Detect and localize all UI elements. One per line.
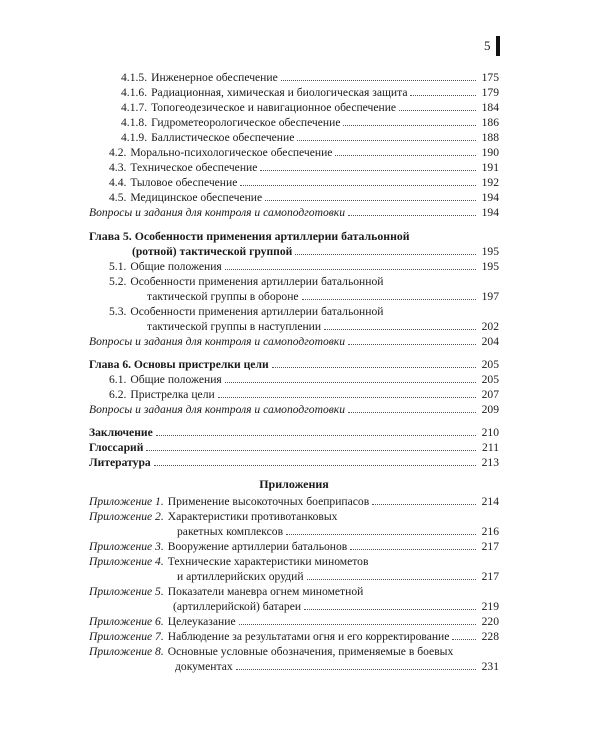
toc-entry-title: Характеристики противотанковых (167, 510, 338, 523)
toc-entry-title: Глоссарий (89, 441, 144, 454)
toc-entry-title-cont: документах (175, 660, 233, 673)
toc-entry-appendix-1[interactable] (89, 494, 499, 509)
leader-dots (297, 140, 476, 141)
spacer (89, 417, 499, 425)
leader-dots (272, 367, 476, 368)
toc-entry-page: 192 (481, 176, 499, 189)
toc-entry-number: 4.5. (109, 191, 127, 204)
toc-entry-title: Вопросы и задания для контроля и самоподготовки (89, 403, 346, 416)
toc-entry-page: 194 (481, 191, 499, 204)
toc-entry-title: Медицинское обеспечение (130, 191, 263, 204)
toc-entry-title: Заключение (89, 426, 153, 439)
leader-dots (372, 504, 476, 505)
toc-entry-page: 217 (481, 570, 499, 583)
leader-dots (260, 170, 476, 171)
toc-entry-page: 191 (481, 161, 499, 174)
leader-dots (324, 329, 476, 330)
toc-entry-appendix-3[interactable] (89, 539, 499, 554)
toc-entry-appendix-8-line1[interactable] (89, 644, 499, 659)
leader-dots (335, 155, 476, 156)
toc-entry-4-3[interactable] (89, 160, 499, 175)
toc-entry-title-cont: тактической группы в наступлении (147, 320, 322, 333)
toc-entry-title: Инженерное обеспечение (151, 71, 278, 84)
leader-dots (302, 299, 476, 300)
table-of-contents (89, 70, 499, 674)
leader-dots (350, 549, 476, 550)
appendix-label: Приложение 4. (89, 555, 164, 568)
toc-entry-5-2[interactable] (89, 289, 499, 304)
toc-entry-6-1[interactable] (89, 372, 499, 387)
leader-dots (239, 624, 476, 625)
toc-entry-appendix-7[interactable] (89, 629, 499, 644)
toc-entry-4-1-6[interactable] (89, 85, 499, 100)
leader-dots (240, 185, 476, 186)
toc-entry-title: Общие положения (130, 260, 222, 273)
toc-entry-chapter-5[interactable] (89, 244, 499, 259)
leader-dots (410, 95, 476, 96)
toc-entry-title: Пристрелка цели (130, 388, 215, 401)
toc-entry-page: 179 (481, 86, 499, 99)
toc-entry-appendix-4[interactable] (89, 569, 499, 584)
toc-entry-page: 204 (481, 335, 499, 348)
toc-entry-title: Вопросы и задания для контроля и самоподготовки (89, 206, 346, 219)
leader-dots (452, 639, 476, 640)
toc-entry-title: (ротной) тактической группой (132, 245, 293, 258)
leader-dots (281, 80, 476, 81)
leader-dots (399, 110, 476, 111)
toc-entry-page: 231 (481, 660, 499, 673)
toc-entry-page: 214 (481, 495, 499, 508)
toc-entry-number: 4.1.6. (121, 86, 148, 99)
page-number: 5 (484, 38, 491, 53)
toc-entry-number: 4.3. (109, 161, 127, 174)
spacer (89, 220, 499, 228)
appendix-label: Приложение 5. (89, 585, 164, 598)
toc-entry-number: 4.4. (109, 176, 127, 189)
chapter-5-heading[interactable]: Глава 5. Особенности применения артиллерии батальонной (89, 229, 410, 243)
leader-dots (304, 609, 476, 610)
toc-entry-appendix-8[interactable] (89, 659, 499, 674)
leader-dots (348, 344, 476, 345)
toc-entry-title: Глава 6. Основы пристрелки цели (89, 358, 269, 371)
appendix-label: Приложение 8. (89, 645, 164, 658)
toc-entry-questions-4[interactable] (89, 205, 499, 220)
toc-entry-number: 6.1. (109, 373, 127, 386)
spacer (89, 349, 499, 357)
page-number-bar (496, 36, 500, 56)
toc-entry-title: Целеуказание (167, 615, 236, 628)
toc-entry-5-3[interactable] (89, 319, 499, 334)
toc-entry-number: 6.2. (109, 388, 127, 401)
toc-entry-literature[interactable] (89, 455, 499, 470)
toc-entry-conclusion[interactable] (89, 425, 499, 440)
toc-entry-title: Технические характеристики минометов (167, 555, 369, 568)
toc-entry-4-2[interactable] (89, 145, 499, 160)
toc-entry-4-1-5[interactable] (89, 70, 499, 85)
toc-entry-title-cont: и артиллерийских орудий (177, 570, 304, 583)
leader-dots (225, 382, 476, 383)
toc-entry-title: Вооружение артиллерии батальонов (167, 540, 348, 553)
appendix-label: Приложение 3. (89, 540, 164, 553)
toc-entry-4-5[interactable] (89, 190, 499, 205)
leader-dots (218, 397, 476, 398)
toc-entry-appendix-2[interactable] (89, 524, 499, 539)
toc-entry-page: 190 (481, 146, 499, 159)
leader-dots (348, 215, 476, 216)
toc-entry-5-1[interactable] (89, 259, 499, 274)
toc-entry-page: 175 (481, 71, 499, 84)
toc-entry-questions-6[interactable] (89, 402, 499, 417)
toc-entry-appendix-5[interactable] (89, 599, 499, 614)
toc-entry-number: 4.1.9. (121, 131, 148, 144)
toc-entry-title: Тыловое обеспечение (130, 176, 238, 189)
toc-entry-appendix-6[interactable] (89, 614, 499, 629)
toc-entry-page: 211 (482, 441, 499, 454)
toc-entry-appendix-5-line1[interactable] (89, 584, 499, 599)
appendix-label: Приложение 7. (89, 630, 164, 643)
leader-dots (156, 435, 476, 436)
toc-entry-title: Наблюдение за результатами огня и его корректирование (167, 630, 450, 643)
toc-entry-4-4[interactable] (89, 175, 499, 190)
leader-dots (295, 254, 476, 255)
toc-entry-number: 4.1.7. (121, 101, 148, 114)
toc-entry-appendix-4-line1[interactable] (89, 554, 499, 569)
toc-entry-6-2[interactable] (89, 387, 499, 402)
leader-dots (154, 465, 476, 466)
appendices-heading: Приложения (259, 477, 329, 491)
toc-entry-title: Особенности применения артиллерии батальонной (130, 305, 384, 318)
toc-entry-title: Основные условные обозначения, применяемые в боевых (167, 645, 454, 658)
toc-entry-title: Гидрометеорологическое обеспечение (151, 116, 341, 129)
leader-dots (286, 534, 476, 535)
toc-entry-page: 217 (481, 540, 499, 553)
appendix-label: Приложение 6. (89, 615, 164, 628)
toc-entry-number: 4.1.5. (121, 71, 148, 84)
leader-dots (307, 579, 476, 580)
toc-entry-page: 186 (481, 116, 499, 129)
toc-entry-title: Техническое обеспечение (130, 161, 258, 174)
toc-entry-page: 219 (481, 600, 499, 613)
toc-entry-number: 4.2. (109, 146, 127, 159)
toc-entry-page: 209 (481, 403, 499, 416)
toc-entry-title: Особенности применения артиллерии батальонной (130, 275, 384, 288)
toc-entry-4-1-7[interactable] (89, 100, 499, 115)
toc-entry-chapter-6[interactable] (89, 357, 499, 372)
toc-entry-page: 216 (481, 525, 499, 538)
toc-entry-number: 5.1. (109, 260, 127, 273)
toc-entry-page: 184 (481, 101, 499, 114)
toc-entry-title-cont: тактической группы в обороне (147, 290, 299, 303)
leader-dots (236, 669, 476, 670)
toc-entry-title-cont: (артиллерийской) батареи (173, 600, 302, 613)
toc-entry-number: 4.1.8. (121, 116, 148, 129)
toc-entry-title: Баллистическое обеспечение (151, 131, 295, 144)
leader-dots (265, 200, 476, 201)
toc-entry-4-1-9[interactable] (89, 130, 499, 145)
toc-entry-page: 213 (481, 456, 499, 469)
toc-entry-title: Радиационная, химическая и биологическая защита (151, 86, 408, 99)
toc-entry-page: 197 (481, 290, 499, 303)
toc-entry-title: Морально-психологическое обеспечение (130, 146, 333, 159)
toc-entry-page: 228 (481, 630, 499, 643)
appendix-label: Приложение 2. (89, 510, 164, 523)
toc-entry-title: Литература (89, 456, 151, 469)
toc-entry-appendix-2-line1[interactable] (89, 509, 499, 524)
toc-entry-page: 220 (481, 615, 499, 628)
leader-dots (348, 412, 476, 413)
toc-entry-title: Общие положения (130, 373, 222, 386)
leader-dots (146, 450, 476, 451)
toc-entry-glossary[interactable] (89, 440, 499, 455)
toc-entry-5-2-line1[interactable] (89, 274, 499, 289)
toc-entry-number: 5.3. (109, 305, 127, 318)
toc-entry-page: 194 (481, 206, 499, 219)
toc-entry-page: 210 (481, 426, 499, 439)
toc-entry-page: 188 (481, 131, 499, 144)
toc-entry-page: 195 (481, 245, 499, 258)
toc-entry-number: 5.2. (109, 275, 127, 288)
toc-entry-page: 202 (481, 320, 499, 333)
toc-entry-title: Вопросы и задания для контроля и самоподготовки (89, 335, 346, 348)
toc-entry-page: 205 (481, 373, 499, 386)
toc-entry-page: 207 (481, 388, 499, 401)
toc-entry-4-1-8[interactable] (89, 115, 499, 130)
toc-entry-title: Топогеодезическое и навигационное обеспечение (151, 101, 397, 114)
toc-entry-page: 195 (481, 260, 499, 273)
toc-entry-page: 205 (481, 358, 499, 371)
toc-entry-5-3-line1[interactable] (89, 304, 499, 319)
leader-dots (343, 125, 476, 126)
toc-entry-questions-5[interactable] (89, 334, 499, 349)
toc-entry-title: Показатели маневра огнем минометной (167, 585, 364, 598)
appendix-label: Приложение 1. (89, 495, 164, 508)
leader-dots (225, 269, 476, 270)
toc-entry-title: Применение высокоточных боеприпасов (167, 495, 370, 508)
toc-entry-title-cont: ракетных комплексов (177, 525, 284, 538)
